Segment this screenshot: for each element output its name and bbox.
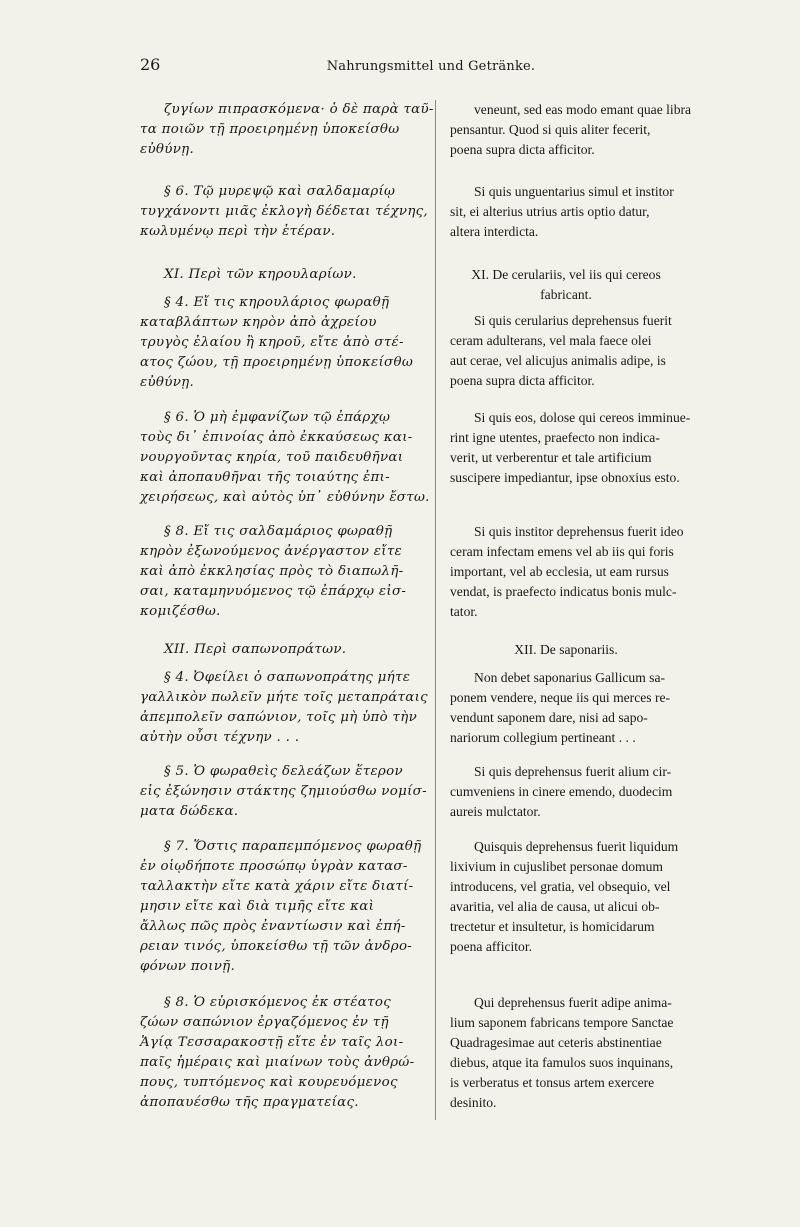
- greek-text-line: ταλλακτὴν εἴτε κατὰ χάριν εἴτε διατί-: [140, 879, 414, 894]
- greek-paragraph: [140, 100, 434, 160]
- latin-text-line: rint igne utentes, praefecto non indica-: [450, 430, 660, 445]
- greek-paragraph: [140, 408, 430, 508]
- latin-text-line: Si quis eos, dolose qui cereos imminue-: [474, 410, 691, 425]
- latin-text-line: cumveniens in cinere emendo, duodecim: [450, 784, 673, 799]
- latin-text-line: lium saponem fabricans tempore Sanctae: [450, 1015, 674, 1030]
- latin-paragraph: [450, 408, 691, 488]
- greek-text-line: ἀποπαυέσθω τῆς πραγματείας.: [140, 1095, 359, 1110]
- greek-text-line: νουργοῦντας κηρία, τοῦ παιδευθῆναι: [140, 450, 404, 465]
- latin-text-line: Non debet saponarius Gallicum sa-: [474, 670, 666, 685]
- greek-text-line: § 6. Τῷ μυρεψῷ καὶ σαλδαμαρίῳ: [164, 184, 396, 199]
- latin-paragraph: [450, 311, 682, 391]
- latin-text-line: aut cerae, vel alicujus animalis adipe, is: [450, 353, 666, 368]
- latin-text-line: diebus, atque ita famulos suos inquinans,: [450, 1055, 674, 1070]
- greek-text-line: τοὺς δι᾽ ἐπινοίας ἀπὸ ἐκκαύσεως και-: [140, 430, 413, 445]
- greek-text-line: καὶ ἀπὸ ἐκκλησίας πρὸς τὸ διαπωλῆ-: [140, 564, 404, 579]
- greek-text-line: φόνων ποινῇ.: [140, 959, 236, 974]
- greek-text-line: § 6. Ὁ μὴ ἐμφανίζων τῷ ἐπάρχῳ: [164, 410, 391, 425]
- latin-text-line: desinito.: [450, 1095, 497, 1110]
- latin-paragraph: [450, 182, 682, 242]
- latin-text-line: Qui deprehensus fuerit adipe anima-: [474, 995, 672, 1010]
- greek-text-line: Ἁγίᾳ Τεσσαρακοστῇ εἴτε ἐν ταῖς λοι-: [140, 1035, 404, 1050]
- latin-text-line: Si quis cerularius deprehensus fuerit: [474, 313, 672, 328]
- greek-text-line: ατος ζώου, τῇ προειρημένῃ ὑποκείσθω: [140, 355, 414, 370]
- greek-text-line: κωλυμένῳ περὶ τὴν ἑτέραν.: [140, 224, 336, 239]
- greek-paragraph: [140, 837, 423, 977]
- latin-text-line: sit, ei alterius utrius artis optio datur,: [450, 204, 650, 219]
- greek-section-heading: [140, 265, 423, 285]
- greek-column: [140, 100, 435, 1120]
- greek-paragraph: [140, 182, 428, 242]
- greek-text-line: πους, τυπτόμενος καὶ κουρευόμενος: [140, 1075, 398, 1090]
- greek-text-line: § 8. Ὁ εὑρισκόμενος ἐκ στέατος: [164, 995, 391, 1010]
- latin-text-line: XII. De saponariis.: [514, 642, 618, 657]
- greek-text-line: § 4. Ὀφείλει ὁ σαπωνοπράτης μήτε: [164, 670, 411, 685]
- latin-text-line: nariorum collegium pertineant . . .: [450, 730, 636, 745]
- greek-text-line: κομιζέσθω.: [140, 604, 221, 619]
- latin-text-line: avaritia, vel alia de causa, ut alicui ob-: [450, 899, 660, 914]
- greek-text-line: παῖς ἡμέραις καὶ μιαίνων τοὺς ἀνθρώ-: [140, 1055, 415, 1070]
- latin-text-line: pensantur. Quod si quis aliter fecerit,: [450, 122, 651, 137]
- greek-text-line: § 7. Ὅστις παραπεμπόμενος φωραθῇ: [164, 839, 422, 854]
- latin-text-line: ceram infectam emens vel ab iis qui foris: [450, 544, 674, 559]
- greek-text-line: μησιν εἴτε καὶ διὰ τιμῆς εἴτε καὶ: [140, 899, 375, 914]
- greek-text-line: § 4. Εἴ τις κηρουλάριος φωραθῇ: [164, 295, 390, 310]
- latin-text-line: vendunt saponem dare, nisi ad sapo-: [450, 710, 648, 725]
- greek-text-line: εὐθύνῃ.: [140, 142, 195, 157]
- latin-text-line: veneunt, sed eas modo emant quae libra: [474, 102, 692, 117]
- greek-text-line: § 8. Εἴ τις σαλδαμάριος φωραθῇ: [164, 524, 393, 539]
- greek-text-line: τα ποιῶν τῇ προειρημένῃ ὑποκείσθω: [140, 122, 400, 137]
- greek-text-line: ἀπεμπολεῖν σαπώνιον, τοῖς μὴ ὑπὸ τὴν: [140, 710, 418, 725]
- greek-text-line: κηρὸν ἐξωνούμενος ἀνέργαστον εἴτε: [140, 544, 403, 559]
- greek-text-line: τρυγὸς ἐλαίου ἢ κηροῦ, εἴτε ἀπὸ στέ-: [140, 335, 404, 350]
- latin-text-line: fabricant.: [540, 287, 592, 302]
- latin-section-heading: [450, 265, 682, 305]
- greek-text-line: XII. Περὶ σαπωνοπράτων.: [164, 642, 347, 657]
- greek-text-line: χειρήσεως, καὶ αὐτὸς ὑπ᾽ εὐθύνην ἔστω.: [140, 490, 430, 505]
- latin-section-heading: [450, 640, 682, 660]
- greek-text-line: εὐθύνῃ.: [140, 375, 195, 390]
- latin-text-line: poena afficitor.: [450, 939, 533, 954]
- latin-text-line: important, vel ab ecclesia, ut eam rursus: [450, 564, 669, 579]
- latin-text-line: tator.: [450, 604, 478, 619]
- latin-paragraph: [450, 522, 682, 622]
- latin-text-line: introducens, vel gratia, vel obsequio, vel: [450, 879, 671, 894]
- latin-text-line: suscipere impediantur, ipse obnoxius esto.: [450, 470, 680, 485]
- parallel-text: [140, 100, 692, 1120]
- latin-text-line: poena supra dicta afficitor.: [450, 142, 595, 157]
- greek-paragraph: [140, 522, 423, 622]
- latin-text-line: poena supra dicta afficitor.: [450, 373, 595, 388]
- greek-text-line: ἐν οἱῳδήποτε προσώπῳ ὑγρὰν κατασ-: [140, 859, 408, 874]
- latin-text-line: trectetur et insultetur, is homicidarum: [450, 919, 655, 934]
- latin-paragraph: [450, 668, 682, 748]
- greek-text-line: § 5. Ὁ φωραθεὶς δελεάζων ἕτερον: [164, 764, 403, 779]
- latin-text-line: Si quis unguentarius simul et institor: [474, 184, 674, 199]
- latin-text-line: is verberatus et tonsus artem exercere: [450, 1075, 655, 1090]
- greek-text-line: σαι, καταμηνυόμενος τῷ ἐπάρχῳ εἰσ-: [140, 584, 407, 599]
- latin-text-line: vendat, is praefecto indicatus bonis mulc-: [450, 584, 677, 599]
- running-title: Nahrungsmittel und Getränke.: [326, 59, 536, 74]
- greek-text-line: XI. Περὶ τῶν κηρουλαρίων.: [164, 267, 357, 282]
- latin-text-line: ceram adulterans, vel mala faece olei: [450, 333, 652, 348]
- greek-text-line: εἰς ἐξώνησιν στάκτης ζημιούσθω νομίσ-: [140, 784, 427, 799]
- latin-text-line: verit, ut verberentur et tale artificium: [450, 450, 652, 465]
- latin-paragraph: [450, 762, 682, 822]
- greek-text-line: ζώων σαπώνιον ἐργαζόμενος ἐν τῇ: [140, 1015, 389, 1030]
- greek-text-line: καταβλάπτων κηρὸν ἀπὸ ἀχρείου: [140, 315, 377, 330]
- page-number: 26: [140, 55, 161, 74]
- latin-paragraph: [450, 837, 682, 957]
- greek-paragraph: [140, 993, 423, 1113]
- greek-section-heading: [140, 640, 423, 660]
- greek-text-line: ρειαν τινός, ὑποκείσθω τῇ τῶν ἀνδρο-: [140, 939, 413, 954]
- greek-paragraph: [140, 668, 428, 748]
- greek-text-line: αὐτὴν οὖσι τέχνην . . .: [140, 730, 300, 745]
- latin-text-line: ponem vendere, neque iis qui merces re-: [450, 690, 671, 705]
- greek-text-line: ματα δώδεκα.: [140, 804, 239, 819]
- running-head: [140, 55, 682, 74]
- latin-text-line: altera interdicta.: [450, 224, 539, 239]
- greek-text-line: ἄλλως πῶς πρὸς ἐναντίωσιν καὶ ἐπή-: [140, 919, 406, 934]
- greek-paragraph: [140, 762, 427, 822]
- latin-text-line: XI. De cerulariis, vel iis qui cereos: [471, 267, 661, 282]
- latin-text-line: Quadragesimae aut ceteris abstinentiae: [450, 1035, 662, 1050]
- latin-text-line: Si quis deprehensus fuerit alium cir-: [474, 764, 672, 779]
- latin-text-line: aureis mulctator.: [450, 804, 541, 819]
- greek-paragraph: [140, 293, 423, 393]
- latin-text-line: lixivium in cujuslibet personae domum: [450, 859, 663, 874]
- greek-text-line: τυγχάνοντι μιᾶς ἐκλογὴ δέδεται τέχνης,: [140, 204, 428, 219]
- greek-text-line: γαλλικὸν πωλεῖν μήτε τοῖς μεταπράταις: [140, 690, 428, 705]
- latin-paragraph: [450, 993, 682, 1113]
- latin-column: [435, 100, 692, 1120]
- greek-text-line: ζυγίων πιπρασκόμενα· ὁ δὲ παρὰ ταῦ-: [164, 102, 434, 117]
- latin-paragraph: [450, 100, 692, 160]
- greek-text-line: καὶ ἀποπαυθῆναι τῆς τοιαύτης ἐπι-: [140, 470, 390, 485]
- latin-text-line: Quisquis deprehensus fuerit liquidum: [474, 839, 679, 854]
- latin-text-line: Si quis institor deprehensus fuerit ideo: [474, 524, 684, 539]
